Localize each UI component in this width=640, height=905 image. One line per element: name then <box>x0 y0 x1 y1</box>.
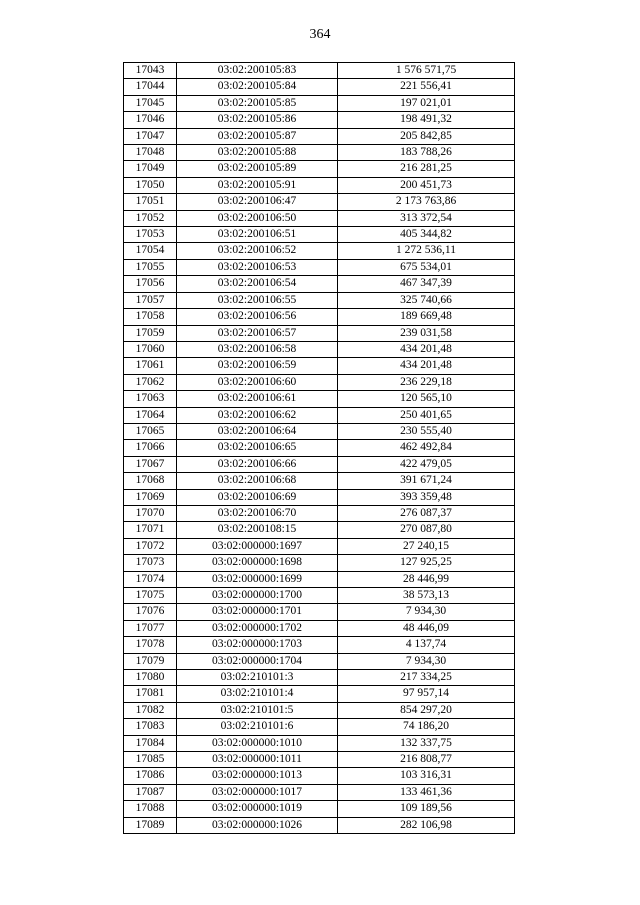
cadastral-number-cell: 03:02:000000:1698 <box>177 555 338 571</box>
value-cell: 276 087,37 <box>338 505 515 521</box>
row-number-cell: 17043 <box>124 63 177 79</box>
table-row <box>124 768 515 784</box>
cadastral-number-cell: 03:02:210101:4 <box>177 686 338 702</box>
value-cell: 200 451,73 <box>338 177 515 193</box>
value-cell: 467 347,39 <box>338 276 515 292</box>
row-number-cell: 17081 <box>124 686 177 702</box>
table-row <box>124 489 515 505</box>
table-row <box>124 95 515 111</box>
value-cell: 217 334,25 <box>338 670 515 686</box>
cadastral-number-cell: 03:02:200106:47 <box>177 194 338 210</box>
value-cell: 675 534,01 <box>338 259 515 275</box>
value-cell: 313 372,54 <box>338 210 515 226</box>
cadastral-number-cell: 03:02:200106:64 <box>177 423 338 439</box>
table-row <box>124 817 515 833</box>
table-row <box>124 243 515 259</box>
cadastral-number-cell: 03:02:200106:54 <box>177 276 338 292</box>
table-row <box>124 374 515 390</box>
value-cell: 2 173 763,86 <box>338 194 515 210</box>
cadastral-number-cell: 03:02:000000:1017 <box>177 784 338 800</box>
table-row <box>124 309 515 325</box>
row-number-cell: 17068 <box>124 473 177 489</box>
table-row <box>124 325 515 341</box>
row-number-cell: 17086 <box>124 768 177 784</box>
cadastral-number-cell: 03:02:200106:56 <box>177 309 338 325</box>
cadastral-number-cell: 03:02:210101:5 <box>177 702 338 718</box>
row-number-cell: 17052 <box>124 210 177 226</box>
table-row <box>124 686 515 702</box>
cadastral-number-cell: 03:02:000000:1702 <box>177 620 338 636</box>
cadastral-number-cell: 03:02:210101:6 <box>177 719 338 735</box>
cadastral-value-table <box>123 62 515 834</box>
value-cell: 221 556,41 <box>338 79 515 95</box>
value-cell: 189 669,48 <box>338 309 515 325</box>
row-number-cell: 17079 <box>124 653 177 669</box>
table-row <box>124 292 515 308</box>
table-row <box>124 801 515 817</box>
cadastral-number-cell: 03:02:200106:66 <box>177 456 338 472</box>
cadastral-number-cell: 03:02:000000:1699 <box>177 571 338 587</box>
cadastral-number-cell: 03:02:200106:57 <box>177 325 338 341</box>
table-row <box>124 440 515 456</box>
row-number-cell: 17050 <box>124 177 177 193</box>
value-cell: 282 106,98 <box>338 817 515 833</box>
row-number-cell: 17065 <box>124 423 177 439</box>
row-number-cell: 17088 <box>124 801 177 817</box>
cadastral-number-cell: 03:02:200105:91 <box>177 177 338 193</box>
cadastral-number-cell: 03:02:200106:52 <box>177 243 338 259</box>
table-row <box>124 358 515 374</box>
value-cell: 405 344,82 <box>338 227 515 243</box>
table-row <box>124 522 515 538</box>
value-cell: 4 137,74 <box>338 637 515 653</box>
cadastral-number-cell: 03:02:000000:1010 <box>177 735 338 751</box>
value-cell: 434 201,48 <box>338 341 515 357</box>
row-number-cell: 17067 <box>124 456 177 472</box>
cadastral-number-cell: 03:02:200105:83 <box>177 63 338 79</box>
row-number-cell: 17082 <box>124 702 177 718</box>
table-row <box>124 128 515 144</box>
row-number-cell: 17063 <box>124 391 177 407</box>
row-number-cell: 17072 <box>124 538 177 554</box>
cadastral-number-cell: 03:02:200106:68 <box>177 473 338 489</box>
table-row <box>124 637 515 653</box>
value-cell: 133 461,36 <box>338 784 515 800</box>
table-row <box>124 210 515 226</box>
row-number-cell: 17069 <box>124 489 177 505</box>
table-body <box>124 63 515 834</box>
value-cell: 120 565,10 <box>338 391 515 407</box>
cadastral-number-cell: 03:02:210101:3 <box>177 670 338 686</box>
table-row <box>124 259 515 275</box>
value-cell: 205 842,85 <box>338 128 515 144</box>
value-cell: 127 925,25 <box>338 555 515 571</box>
value-cell: 216 808,77 <box>338 752 515 768</box>
table-row <box>124 341 515 357</box>
cadastral-number-cell: 03:02:000000:1011 <box>177 752 338 768</box>
row-number-cell: 17078 <box>124 637 177 653</box>
row-number-cell: 17076 <box>124 604 177 620</box>
cadastral-number-cell: 03:02:200106:60 <box>177 374 338 390</box>
table-row <box>124 571 515 587</box>
value-cell: 230 555,40 <box>338 423 515 439</box>
value-cell: 391 671,24 <box>338 473 515 489</box>
cadastral-number-cell: 03:02:200106:59 <box>177 358 338 374</box>
value-cell: 462 492,84 <box>338 440 515 456</box>
row-number-cell: 17087 <box>124 784 177 800</box>
row-number-cell: 17084 <box>124 735 177 751</box>
row-number-cell: 17059 <box>124 325 177 341</box>
row-number-cell: 17048 <box>124 145 177 161</box>
row-number-cell: 17066 <box>124 440 177 456</box>
cadastral-number-cell: 03:02:200105:88 <box>177 145 338 161</box>
table-row <box>124 145 515 161</box>
table-row <box>124 719 515 735</box>
table-row <box>124 177 515 193</box>
row-number-cell: 17047 <box>124 128 177 144</box>
row-number-cell: 17051 <box>124 194 177 210</box>
row-number-cell: 17074 <box>124 571 177 587</box>
table-row <box>124 604 515 620</box>
row-number-cell: 17083 <box>124 719 177 735</box>
row-number-cell: 17046 <box>124 112 177 128</box>
table-row <box>124 653 515 669</box>
cadastral-number-cell: 03:02:200106:70 <box>177 505 338 521</box>
value-cell: 236 229,18 <box>338 374 515 390</box>
table-row <box>124 555 515 571</box>
cadastral-number-cell: 03:02:200106:69 <box>177 489 338 505</box>
cadastral-number-cell: 03:02:000000:1019 <box>177 801 338 817</box>
value-cell: 325 740,66 <box>338 292 515 308</box>
table-row <box>124 79 515 95</box>
row-number-cell: 17044 <box>124 79 177 95</box>
row-number-cell: 17056 <box>124 276 177 292</box>
row-number-cell: 17049 <box>124 161 177 177</box>
cadastral-number-cell: 03:02:200106:58 <box>177 341 338 357</box>
value-cell: 250 401,65 <box>338 407 515 423</box>
row-number-cell: 17085 <box>124 752 177 768</box>
cadastral-number-cell: 03:02:000000:1013 <box>177 768 338 784</box>
row-number-cell: 17064 <box>124 407 177 423</box>
value-cell: 1 576 571,75 <box>338 63 515 79</box>
cadastral-number-cell: 03:02:200106:51 <box>177 227 338 243</box>
table-row <box>124 473 515 489</box>
value-cell: 48 446,09 <box>338 620 515 636</box>
cadastral-number-cell: 03:02:200106:53 <box>177 259 338 275</box>
cadastral-number-cell: 03:02:200106:50 <box>177 210 338 226</box>
value-cell: 132 337,75 <box>338 735 515 751</box>
row-number-cell: 17080 <box>124 670 177 686</box>
table-row <box>124 194 515 210</box>
row-number-cell: 17062 <box>124 374 177 390</box>
cadastral-number-cell: 03:02:000000:1703 <box>177 637 338 653</box>
cadastral-number-cell: 03:02:200105:87 <box>177 128 338 144</box>
cadastral-number-cell: 03:02:200105:85 <box>177 95 338 111</box>
value-cell: 393 359,48 <box>338 489 515 505</box>
cadastral-number-cell: 03:02:000000:1701 <box>177 604 338 620</box>
value-cell: 109 189,56 <box>338 801 515 817</box>
value-cell: 239 031,58 <box>338 325 515 341</box>
cadastral-number-cell: 03:02:200105:86 <box>177 112 338 128</box>
value-cell: 27 240,15 <box>338 538 515 554</box>
table-row <box>124 702 515 718</box>
row-number-cell: 17054 <box>124 243 177 259</box>
value-cell: 854 297,20 <box>338 702 515 718</box>
table-row <box>124 161 515 177</box>
value-cell: 103 316,31 <box>338 768 515 784</box>
table-row <box>124 456 515 472</box>
cadastral-number-cell: 03:02:200106:62 <box>177 407 338 423</box>
value-cell: 216 281,25 <box>338 161 515 177</box>
cadastral-number-cell: 03:02:000000:1026 <box>177 817 338 833</box>
row-number-cell: 17073 <box>124 555 177 571</box>
value-cell: 28 446,99 <box>338 571 515 587</box>
table-row <box>124 112 515 128</box>
table-row <box>124 407 515 423</box>
cadastral-number-cell: 03:02:200106:65 <box>177 440 338 456</box>
row-number-cell: 17057 <box>124 292 177 308</box>
row-number-cell: 17075 <box>124 588 177 604</box>
cadastral-number-cell: 03:02:000000:1704 <box>177 653 338 669</box>
row-number-cell: 17060 <box>124 341 177 357</box>
value-cell: 434 201,48 <box>338 358 515 374</box>
table-row <box>124 63 515 79</box>
table-row <box>124 227 515 243</box>
value-cell: 1 272 536,11 <box>338 243 515 259</box>
cadastral-number-cell: 03:02:200108:15 <box>177 522 338 538</box>
row-number-cell: 17061 <box>124 358 177 374</box>
table-row <box>124 391 515 407</box>
table-row <box>124 620 515 636</box>
row-number-cell: 17058 <box>124 309 177 325</box>
cadastral-number-cell: 03:02:200106:61 <box>177 391 338 407</box>
table-row <box>124 538 515 554</box>
page-number: 364 <box>309 27 331 42</box>
row-number-cell: 17053 <box>124 227 177 243</box>
row-number-cell: 17089 <box>124 817 177 833</box>
value-cell: 7 934,30 <box>338 653 515 669</box>
value-cell: 38 573,13 <box>338 588 515 604</box>
cadastral-number-cell: 03:02:200105:89 <box>177 161 338 177</box>
table-row <box>124 276 515 292</box>
table-row <box>124 505 515 521</box>
row-number-cell: 17077 <box>124 620 177 636</box>
table-row <box>124 670 515 686</box>
table-row <box>124 423 515 439</box>
table-row <box>124 784 515 800</box>
table-row <box>124 735 515 751</box>
cadastral-number-cell: 03:02:000000:1700 <box>177 588 338 604</box>
cadastral-number-cell: 03:02:200105:84 <box>177 79 338 95</box>
value-cell: 197 021,01 <box>338 95 515 111</box>
table-row <box>124 588 515 604</box>
row-number-cell: 17070 <box>124 505 177 521</box>
value-cell: 422 479,05 <box>338 456 515 472</box>
cadastral-number-cell: 03:02:000000:1697 <box>177 538 338 554</box>
value-cell: 7 934,30 <box>338 604 515 620</box>
value-cell: 183 788,26 <box>338 145 515 161</box>
row-number-cell: 17055 <box>124 259 177 275</box>
table-row <box>124 752 515 768</box>
row-number-cell: 17071 <box>124 522 177 538</box>
value-cell: 270 087,80 <box>338 522 515 538</box>
value-cell: 198 491,32 <box>338 112 515 128</box>
value-cell: 97 957,14 <box>338 686 515 702</box>
row-number-cell: 17045 <box>124 95 177 111</box>
value-cell: 74 186,20 <box>338 719 515 735</box>
cadastral-number-cell: 03:02:200106:55 <box>177 292 338 308</box>
